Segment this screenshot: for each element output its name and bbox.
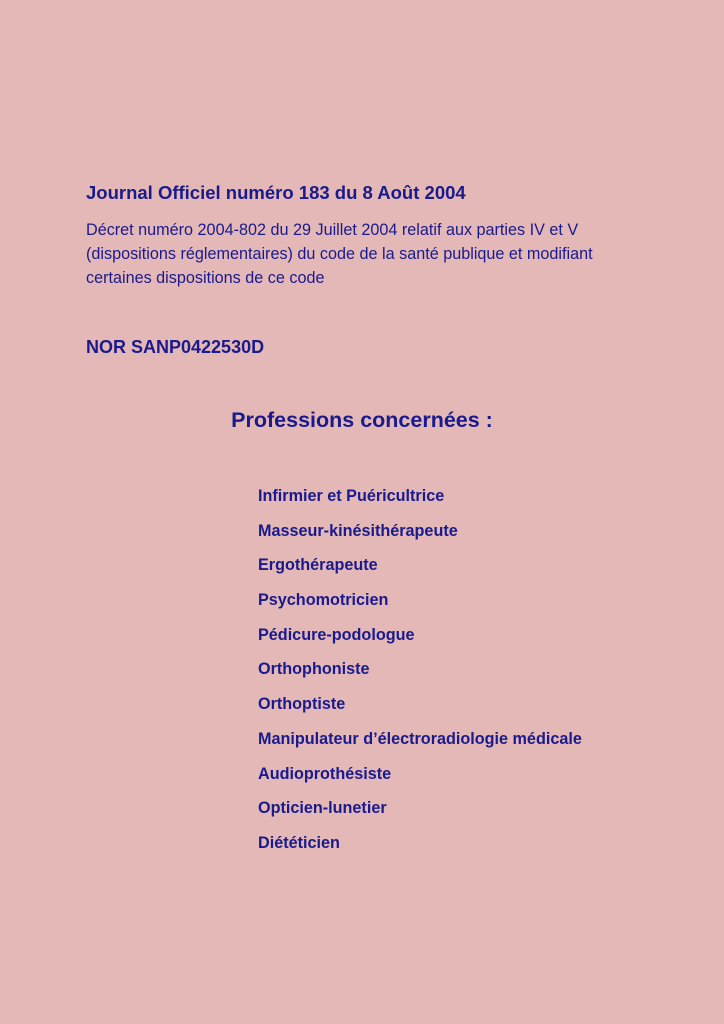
profession-item: Psychomotricien (258, 591, 389, 610)
nor-reference: NOR SANP0422530D (86, 337, 265, 357)
profession-item: Ergothérapeute (258, 556, 378, 575)
profession-item: Orthophoniste (258, 660, 370, 679)
decree-line: (dispositions réglementaires) du code de la santé publique et modifiant (86, 245, 593, 263)
profession-item: Manipulateur d’électroradiologie médicale (258, 729, 582, 748)
profession-item: Audioprothésiste (258, 764, 392, 783)
decree-line: Décret numéro 2004-802 du 29 Juillet 2004 relatif aux parties IV et V (86, 221, 579, 239)
profession-item: Infirmier et Puéricultrice (258, 487, 445, 505)
profession-item: Masseur-kinésithérapeute (258, 521, 458, 540)
decree-line: certaines dispositions de ce code (86, 269, 325, 287)
professions-heading: Professions concernées : (231, 408, 493, 432)
profession-item: Orthoptiste (258, 695, 346, 714)
decree-description (86, 218, 646, 290)
profession-item: Diététicien (258, 833, 340, 852)
profession-item: Pédicure-podologue (258, 625, 415, 644)
journal-title: Journal Officiel numéro 183 du 8 Août 2004 (86, 182, 466, 203)
profession-item: Opticien-lunetier (258, 799, 387, 818)
profession-list (258, 484, 582, 866)
